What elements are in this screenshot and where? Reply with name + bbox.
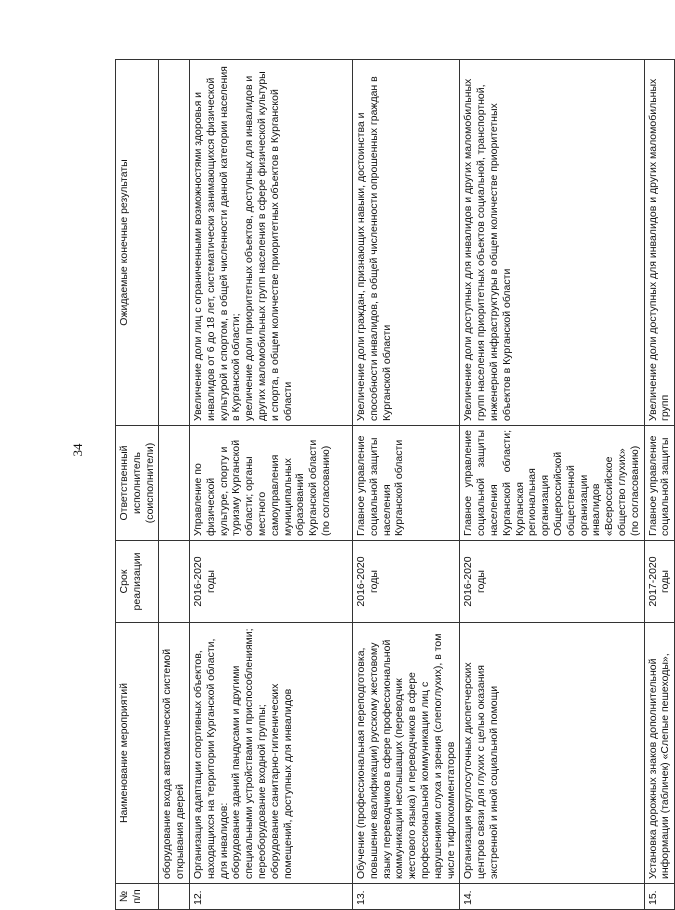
row-result: Увеличение доли лиц с ограниченными возможностями здоровья и инвалидов от 6 до 18 лет, систематически занимающихся физической культурой и спортом, в общей численности данной категории населения в Курганской области; увеличение доли приоритетных объектов, доступных для инвалидов и других маломобильных групп населения в сфере физической культуры и спорта, в общем количестве приоритетных объектов в Курганской области bbox=[189, 60, 352, 426]
row-term bbox=[159, 541, 190, 623]
row-num: 13. bbox=[352, 884, 459, 910]
row-term: 2016-2020 годы bbox=[460, 541, 644, 623]
row-name: Установка дорожных знаков дополнительной информации (табличек) «Слепые пешеходы», bbox=[644, 623, 675, 884]
row-num: 12. bbox=[189, 884, 352, 910]
row-result: Увеличение доли граждан, признающих навыки, достоинства и способности инвалидов, в общей численности опрошенных граждан в Курганской области bbox=[352, 60, 459, 426]
table-row-15 bbox=[644, 60, 675, 910]
row-executor: Управление по физической культуре, спорту и туризму Курганской области; органы местного самоуправления муниципальных образований Курганской области (по согласованию) bbox=[189, 426, 352, 541]
row-executor: Главное управление социальной защиты населения Курганской области bbox=[352, 426, 459, 541]
header-result: Ожидаемые конечные результаты bbox=[116, 60, 159, 426]
table-container bbox=[115, 60, 672, 910]
row-term: 2016-2020 годы bbox=[189, 541, 352, 623]
table-row-continuation bbox=[159, 60, 190, 910]
row-num: 14. bbox=[460, 884, 644, 910]
table-row-12 bbox=[189, 60, 352, 910]
row-name: Обучение (профессиональная переподготовка, повышение квалификации) русскому жестовому языку переводчиков в сфере профессиональной коммуникации неслышащих (переводчик жестового языка) и переводчиков в сфере профессиональной коммуникации лиц с нарушениями слуха и зрения (слепоглухих), в том числе тифлокомментаторов bbox=[352, 623, 459, 884]
row-result: Увеличение доли доступных для инвалидов и других маломобильных групп населения приоритетных объектов социальной, транспортной, инженерной инфраструктуры в общем количестве приоритетных объектов в Курганской области bbox=[460, 60, 644, 426]
row-name: Организация круглосуточных диспетчерских центров связи для глухих с целью оказания экстренной и иной социальной помощи bbox=[460, 623, 644, 884]
header-name: Наименование мероприятий bbox=[116, 623, 159, 884]
row-num bbox=[159, 884, 190, 910]
row-result bbox=[159, 60, 190, 426]
header-term: Срок реализации bbox=[116, 541, 159, 623]
row-result: Увеличение доли доступных для инвалидов и других маломобильных групп bbox=[644, 60, 675, 426]
row-num: 15. bbox=[644, 884, 675, 910]
row-executor bbox=[159, 426, 190, 541]
row-name: оборудование входа автоматической системой открывания дверей bbox=[159, 623, 190, 884]
row-term: 2017-2020 годы bbox=[644, 541, 675, 623]
header-num: № п/п bbox=[116, 884, 159, 910]
row-name: Организация адаптации спортивных объектов, находящихся на территории Курганской области, для инвалидов: оборудование зданий пандусами и другими специальными устройствами и приспособлениями; переоборудование входной группы; оборудование санитарно-гигиенических помещений, доступных для инвалидов bbox=[189, 623, 352, 884]
header-executor: Ответственный исполнитель (соисполнители) bbox=[116, 426, 159, 541]
row-term: 2016-2020 годы bbox=[352, 541, 459, 623]
table-row-13 bbox=[352, 60, 459, 910]
row-executor: Главное управление социальной защиты bbox=[644, 426, 675, 541]
page-number: 34 bbox=[70, 443, 85, 457]
table-row-14 bbox=[460, 60, 644, 910]
row-executor: Главное управление социальной защиты населения Курганской области; Курганская региональная организация Общероссийской общественной организации инвалидов «Всероссийское общество глухих» (по согласованию) bbox=[460, 426, 644, 541]
table-header-row bbox=[116, 60, 159, 910]
rotated-table-frame bbox=[115, 60, 672, 910]
measures-table bbox=[115, 59, 675, 910]
